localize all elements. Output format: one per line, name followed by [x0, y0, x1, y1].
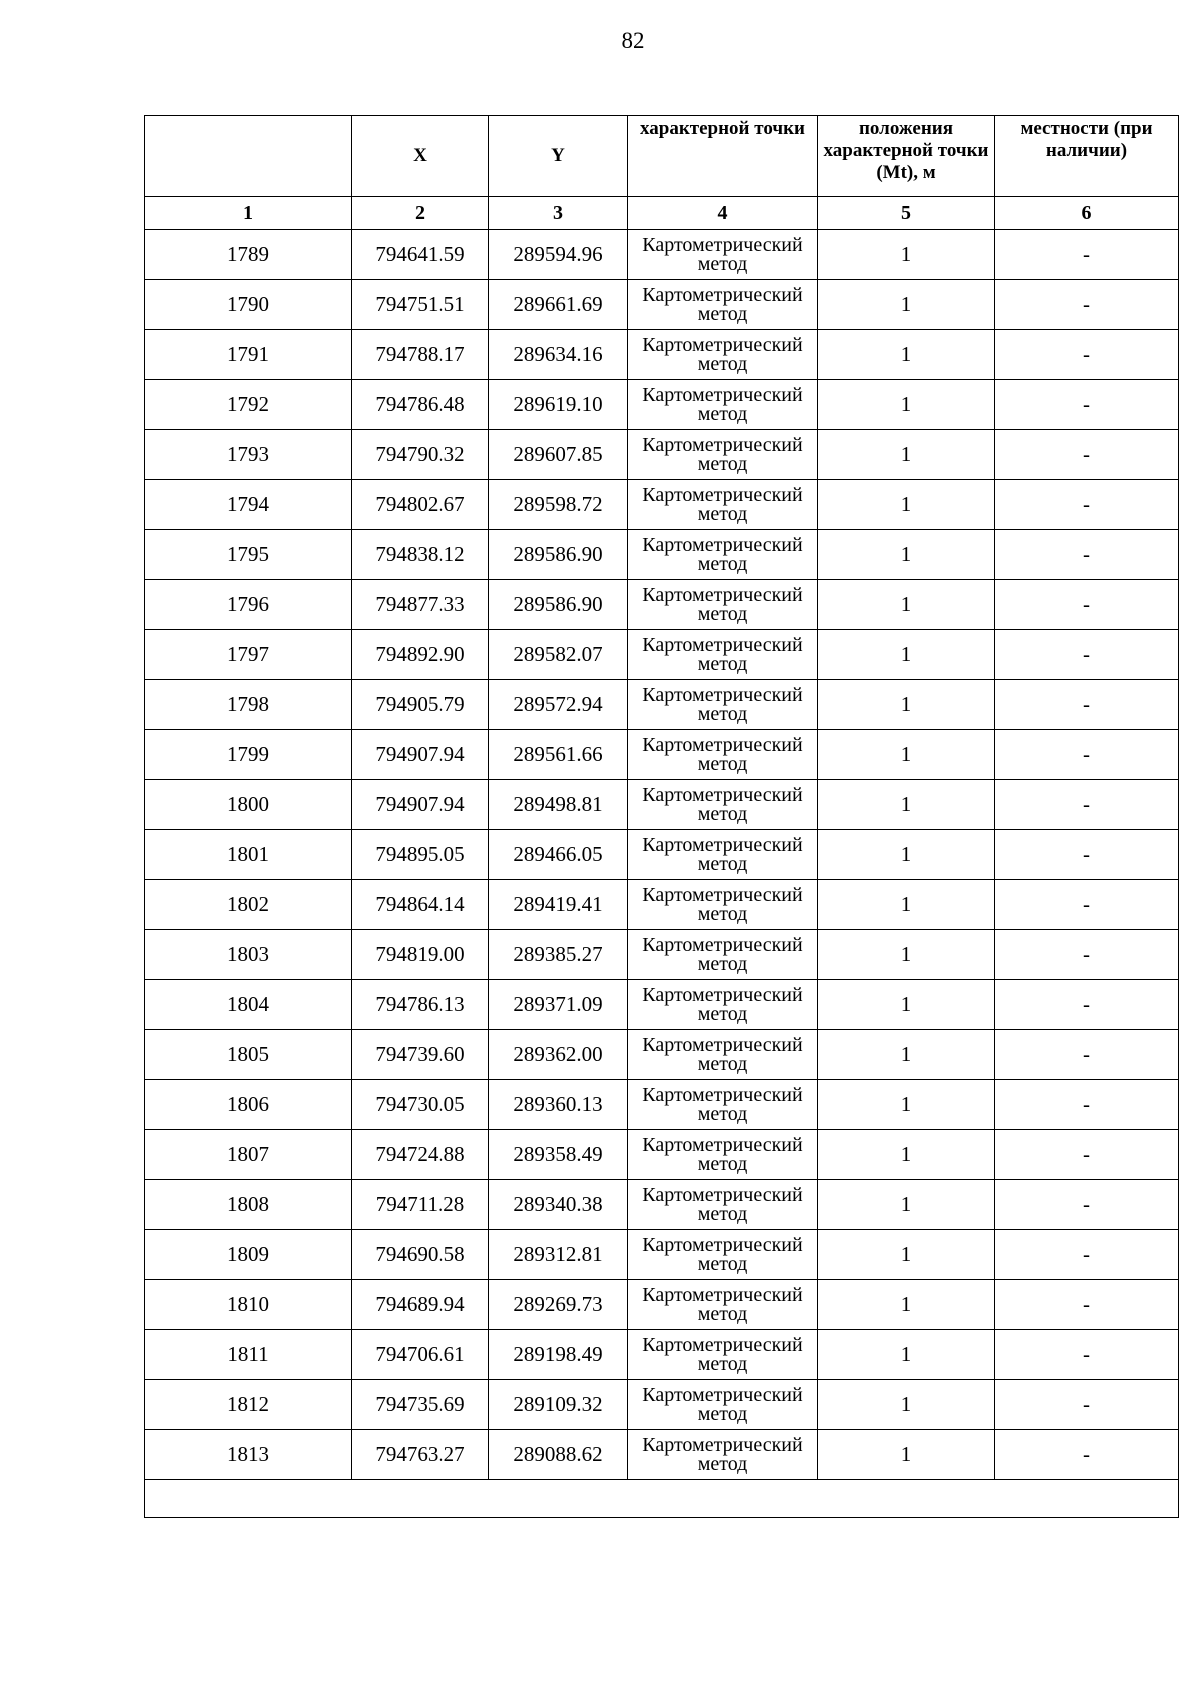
description-cell: - — [995, 780, 1179, 830]
y-coordinate-cell: 289619.10 — [489, 380, 628, 430]
accuracy-cell: 1 — [818, 380, 995, 430]
x-coordinate-cell: 794739.60 — [352, 1030, 489, 1080]
empty-row — [145, 1480, 1179, 1518]
method-cell: Картометрический метод — [628, 530, 818, 580]
column-number: 3 — [489, 197, 628, 230]
method-cell: Картометрический метод — [628, 1130, 818, 1180]
y-coordinate-cell: 289561.66 — [489, 730, 628, 780]
method-cell: Картометрический метод — [628, 1430, 818, 1480]
x-coordinate-cell: 794838.12 — [352, 530, 489, 580]
point-number-cell: 1790 — [145, 280, 352, 330]
accuracy-cell: 1 — [818, 1330, 995, 1380]
point-number-cell: 1812 — [145, 1380, 352, 1430]
accuracy-cell: 1 — [818, 680, 995, 730]
x-coordinate-cell: 794790.32 — [352, 430, 489, 480]
point-number-cell: 1793 — [145, 430, 352, 480]
method-cell: Картометрический метод — [628, 630, 818, 680]
description-cell: - — [995, 830, 1179, 880]
x-coordinate-cell: 794689.94 — [352, 1280, 489, 1330]
y-coordinate-cell: 289634.16 — [489, 330, 628, 380]
x-coordinate-cell: 794711.28 — [352, 1180, 489, 1230]
y-coordinate-cell: 289598.72 — [489, 480, 628, 530]
x-coordinate-cell: 794819.00 — [352, 930, 489, 980]
accuracy-cell: 1 — [818, 480, 995, 530]
header-y: Y — [489, 116, 628, 197]
table-row — [145, 330, 1179, 380]
x-coordinate-cell: 794864.14 — [352, 880, 489, 930]
table-row — [145, 530, 1179, 580]
header-point-number — [145, 116, 352, 197]
method-cell: Картометрический метод — [628, 1280, 818, 1330]
header-accuracy: положения характерной точки (Mt), м — [818, 116, 995, 197]
table-row — [145, 1180, 1179, 1230]
description-cell: - — [995, 330, 1179, 380]
x-coordinate-cell: 794724.88 — [352, 1130, 489, 1180]
accuracy-cell: 1 — [818, 630, 995, 680]
description-cell: - — [995, 880, 1179, 930]
accuracy-cell: 1 — [818, 230, 995, 280]
table-header-row — [145, 116, 1179, 197]
description-cell: - — [995, 1280, 1179, 1330]
description-cell: - — [995, 1180, 1179, 1230]
method-cell: Картометрический метод — [628, 480, 818, 530]
method-cell: Картометрический метод — [628, 1230, 818, 1280]
y-coordinate-cell: 289661.69 — [489, 280, 628, 330]
method-cell: Картометрический метод — [628, 780, 818, 830]
table-row — [145, 1280, 1179, 1330]
x-coordinate-cell: 794706.61 — [352, 1330, 489, 1380]
method-cell: Картометрический метод — [628, 680, 818, 730]
table-row — [145, 1430, 1179, 1480]
x-coordinate-cell: 794751.51 — [352, 280, 489, 330]
description-cell: - — [995, 1230, 1179, 1280]
description-cell: - — [995, 1030, 1179, 1080]
description-cell: - — [995, 380, 1179, 430]
y-coordinate-cell: 289312.81 — [489, 1230, 628, 1280]
column-number: 5 — [818, 197, 995, 230]
accuracy-cell: 1 — [818, 1230, 995, 1280]
method-cell: Картометрический метод — [628, 1080, 818, 1130]
description-cell: - — [995, 480, 1179, 530]
method-cell: Картометрический метод — [628, 880, 818, 930]
point-number-cell: 1804 — [145, 980, 352, 1030]
x-coordinate-cell: 794690.58 — [352, 1230, 489, 1280]
x-coordinate-cell: 794786.13 — [352, 980, 489, 1030]
point-number-cell: 1813 — [145, 1430, 352, 1480]
y-coordinate-cell: 289371.09 — [489, 980, 628, 1030]
method-cell: Картометрический метод — [628, 380, 818, 430]
accuracy-cell: 1 — [818, 1080, 995, 1130]
y-coordinate-cell: 289385.27 — [489, 930, 628, 980]
point-number-cell: 1798 — [145, 680, 352, 730]
method-cell: Картометрический метод — [628, 280, 818, 330]
y-coordinate-cell: 289607.85 — [489, 430, 628, 480]
table-row — [145, 980, 1179, 1030]
x-coordinate-cell: 794735.69 — [352, 1380, 489, 1430]
description-cell: - — [995, 630, 1179, 680]
method-cell: Картометрический метод — [628, 980, 818, 1030]
table-row — [145, 880, 1179, 930]
description-cell: - — [995, 580, 1179, 630]
point-number-cell: 1801 — [145, 830, 352, 880]
table-row — [145, 230, 1179, 280]
description-cell: - — [995, 530, 1179, 580]
accuracy-cell: 1 — [818, 1380, 995, 1430]
x-coordinate-cell: 794877.33 — [352, 580, 489, 630]
accuracy-cell: 1 — [818, 580, 995, 630]
point-number-cell: 1809 — [145, 1230, 352, 1280]
y-coordinate-cell: 289362.00 — [489, 1030, 628, 1080]
y-coordinate-cell: 289572.94 — [489, 680, 628, 730]
y-coordinate-cell: 289269.73 — [489, 1280, 628, 1330]
point-number-cell: 1799 — [145, 730, 352, 780]
table-row — [145, 1380, 1179, 1430]
column-number: 1 — [145, 197, 352, 230]
page-number: 82 — [621, 28, 645, 53]
accuracy-cell: 1 — [818, 280, 995, 330]
point-number-cell: 1794 — [145, 480, 352, 530]
table-row — [145, 930, 1179, 980]
point-number-cell: 1802 — [145, 880, 352, 930]
header-description: местности (при наличии) — [995, 116, 1179, 197]
description-cell: - — [995, 1080, 1179, 1130]
description-cell: - — [995, 1130, 1179, 1180]
table-body — [145, 230, 1179, 1518]
method-cell: Картометрический метод — [628, 430, 818, 480]
x-coordinate-cell: 794895.05 — [352, 830, 489, 880]
accuracy-cell: 1 — [818, 330, 995, 380]
header-x: X — [352, 116, 489, 197]
table-row — [145, 1330, 1179, 1380]
y-coordinate-cell: 289419.41 — [489, 880, 628, 930]
table-row — [145, 380, 1179, 430]
point-number-cell: 1795 — [145, 530, 352, 580]
method-cell: Картометрический метод — [628, 1330, 818, 1380]
table-row — [145, 1130, 1179, 1180]
description-cell: - — [995, 930, 1179, 980]
description-cell: - — [995, 1380, 1179, 1430]
point-number-cell: 1808 — [145, 1180, 352, 1230]
point-number-cell: 1796 — [145, 580, 352, 630]
accuracy-cell: 1 — [818, 930, 995, 980]
x-coordinate-cell: 794730.05 — [352, 1080, 489, 1130]
column-number: 6 — [995, 197, 1179, 230]
table-row — [145, 780, 1179, 830]
method-cell: Картометрический метод — [628, 580, 818, 630]
accuracy-cell: 1 — [818, 1180, 995, 1230]
accuracy-cell: 1 — [818, 1430, 995, 1480]
accuracy-cell: 1 — [818, 730, 995, 780]
x-coordinate-cell: 794641.59 — [352, 230, 489, 280]
point-number-cell: 1800 — [145, 780, 352, 830]
accuracy-cell: 1 — [818, 830, 995, 880]
x-coordinate-cell: 794763.27 — [352, 1430, 489, 1480]
description-cell: - — [995, 1330, 1179, 1380]
y-coordinate-cell: 289358.49 — [489, 1130, 628, 1180]
y-coordinate-cell: 289582.07 — [489, 630, 628, 680]
accuracy-cell: 1 — [818, 530, 995, 580]
table-row — [145, 280, 1179, 330]
y-coordinate-cell: 289466.05 — [489, 830, 628, 880]
empty-cell — [145, 1480, 1179, 1518]
x-coordinate-cell: 794907.94 — [352, 780, 489, 830]
column-numbers-row — [145, 197, 1179, 230]
accuracy-cell: 1 — [818, 780, 995, 830]
accuracy-cell: 1 — [818, 980, 995, 1030]
x-coordinate-cell: 794892.90 — [352, 630, 489, 680]
x-coordinate-cell: 794907.94 — [352, 730, 489, 780]
table-row — [145, 580, 1179, 630]
description-cell: - — [995, 230, 1179, 280]
point-number-cell: 1810 — [145, 1280, 352, 1330]
y-coordinate-cell: 289498.81 — [489, 780, 628, 830]
y-coordinate-cell: 289340.38 — [489, 1180, 628, 1230]
description-cell: - — [995, 430, 1179, 480]
method-cell: Картометрический метод — [628, 930, 818, 980]
point-number-cell: 1805 — [145, 1030, 352, 1080]
point-number-cell: 1797 — [145, 630, 352, 680]
accuracy-cell: 1 — [818, 1280, 995, 1330]
y-coordinate-cell: 289198.49 — [489, 1330, 628, 1380]
method-cell: Картометрический метод — [628, 230, 818, 280]
method-cell: Картометрический метод — [628, 1380, 818, 1430]
description-cell: - — [995, 680, 1179, 730]
method-cell: Картометрический метод — [628, 830, 818, 880]
point-number-cell: 1811 — [145, 1330, 352, 1380]
y-coordinate-cell: 289088.62 — [489, 1430, 628, 1480]
y-coordinate-cell: 289586.90 — [489, 580, 628, 630]
y-coordinate-cell: 289594.96 — [489, 230, 628, 280]
table-row — [145, 1080, 1179, 1130]
table-row — [145, 830, 1179, 880]
table-row — [145, 680, 1179, 730]
description-cell: - — [995, 730, 1179, 780]
method-cell: Картометрический метод — [628, 330, 818, 380]
point-number-cell: 1791 — [145, 330, 352, 380]
y-coordinate-cell: 289586.90 — [489, 530, 628, 580]
accuracy-cell: 1 — [818, 430, 995, 480]
y-coordinate-cell: 289360.13 — [489, 1080, 628, 1130]
method-cell: Картометрический метод — [628, 1180, 818, 1230]
point-number-cell: 1789 — [145, 230, 352, 280]
table-row — [145, 1230, 1179, 1280]
method-cell: Картометрический метод — [628, 1030, 818, 1080]
description-cell: - — [995, 1430, 1179, 1480]
x-coordinate-cell: 794802.67 — [352, 480, 489, 530]
point-number-cell: 1803 — [145, 930, 352, 980]
table-row — [145, 1030, 1179, 1080]
table-row — [145, 630, 1179, 680]
point-number-cell: 1807 — [145, 1130, 352, 1180]
header-method: характерной точки — [628, 116, 818, 197]
coordinates-table — [144, 115, 1179, 1518]
description-cell: - — [995, 280, 1179, 330]
x-coordinate-cell: 794788.17 — [352, 330, 489, 380]
method-cell: Картометрический метод — [628, 730, 818, 780]
table-row — [145, 730, 1179, 780]
accuracy-cell: 1 — [818, 1130, 995, 1180]
table-row — [145, 430, 1179, 480]
table-row — [145, 480, 1179, 530]
x-coordinate-cell: 794786.48 — [352, 380, 489, 430]
point-number-cell: 1792 — [145, 380, 352, 430]
x-coordinate-cell: 794905.79 — [352, 680, 489, 730]
y-coordinate-cell: 289109.32 — [489, 1380, 628, 1430]
accuracy-cell: 1 — [818, 880, 995, 930]
accuracy-cell: 1 — [818, 1030, 995, 1080]
column-number: 2 — [352, 197, 489, 230]
description-cell: - — [995, 980, 1179, 1030]
column-number: 4 — [628, 197, 818, 230]
point-number-cell: 1806 — [145, 1080, 352, 1130]
